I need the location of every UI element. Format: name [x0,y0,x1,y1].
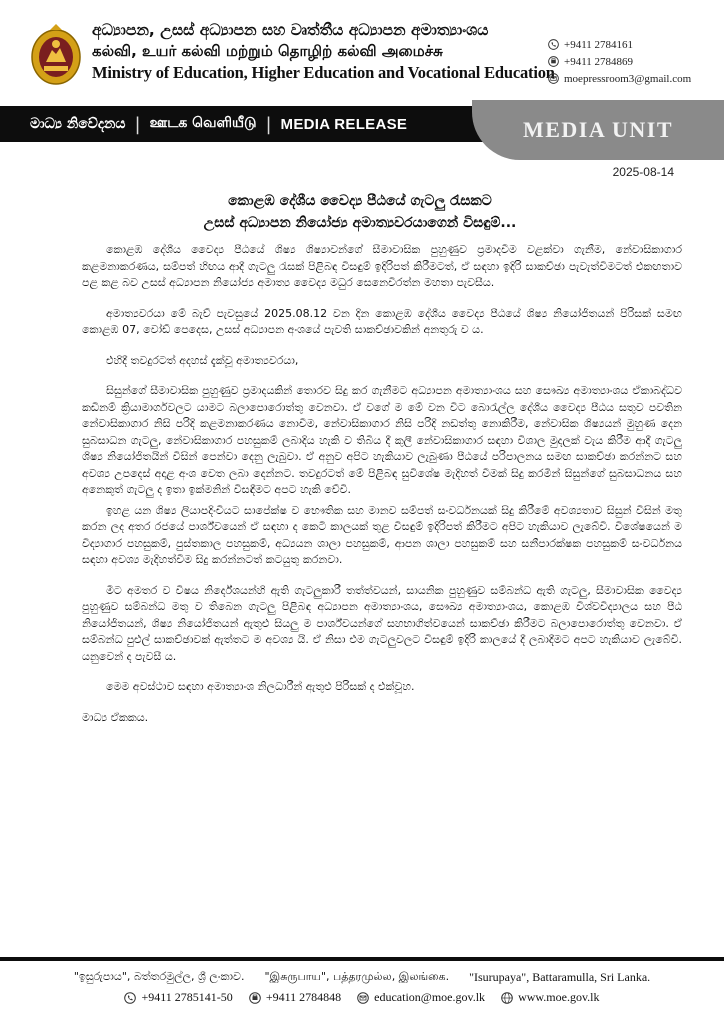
body-paragraph: අමාත්‍යවරයා මේ බැව් පැවසුයේ 2025.08.12 වන දින කොළඹ දේශීය වෛද්‍ය පීඨයේ ශිෂ්‍ය නියෝජිතයන් පිරිසක් සමඟ කොළඹ 07, වෝඩ් පෙදෙස, උසස් අධ්‍යාපන අංශයේ පැවති සාකච්ඡාවකින් අනතුරු ව ය. [82,306,682,336]
banner-label-english: MEDIA RELEASE [280,115,408,133]
release-date: 2025-08-14 [612,165,674,179]
body-paragraph: එහිදී තවදුරටත් අදහස් දැක්වූ අමාත්‍යවරයා, [106,353,299,367]
footer-phone-number: +9411 2785141-50 [141,990,233,1004]
header-contacts [548,36,718,87]
banner-separator: | [265,113,272,135]
header-email-address: moepressroom3@gmail.com [564,72,692,85]
fax-icon [548,56,559,67]
footer-web[interactable] [501,990,599,1005]
footer-fax [249,990,341,1005]
phone-icon [548,39,559,50]
ministry-name-english: Ministry of Education, Higher Education and Vocational Education [92,63,555,82]
banner-label-sinhala: මාධ්‍ය නිවේදනය [30,116,126,132]
footer-divider [0,957,724,961]
footer-address-sinhala: "ඉසුරුපාය", බත්තරමුල්ල, ශ්‍රී ලංකාව. [73,970,245,983]
body-paragraph: මීට අමතර ව විෂය නිර්දේශයන්හි ඇති ගැටලුකාරී තත්ත්වයන්, සායනික පුහුණුව සම්බන්ධ ඇති ගැටලු, සීමාවාසික වෛද්‍ය පුහුණුව සම්බන්ධ මතු ව තිබෙන ගැටලු පිළිබඳ අධ්‍යාපන අමාත්‍යාංශය, සෞඛ්‍ය අමාත්‍යාංශය, කොළඹ විශ්වවිද්‍යාලය සහ පීඨ නියෝජිතයන්, ශිෂ්‍ය නියෝජිතයන් ඇතුළු සියලු ම පාර්ශ්වයන්ගේ සහභාගිත්වයෙන් සාකච්ඡා කිරීමට බලාපොරොත්තු වෙනවා. ඒ සම්බන්ධ පුළුල් සාකච්ඡාවක් ඇත්තට ම අවශ්‍ය යි. ඒ නිසා එම ගැටලුවලට විසඳුම් ඉදිරි කාලයේ දී ලබාදීමට අපට හැකියාව ලැබේවි. යනුවෙන් ද පැවසී ය. [82,583,682,663]
header-fax [548,53,718,70]
footer-phone [124,990,232,1005]
footer [0,964,724,1005]
body-paragraph: ඉහළ යන ශිෂ්‍ය ලියාපදිංචියට සාපේක්ෂ ව භෞතික සහ මානව සම්පත් සංවර්ධනයක් සිදු කිරීමේ අවශ්‍යතාව සිසුන් විසින් මතු කරන ලද අතර රජයේ පාර්ශ්වයෙන් ඒ සඳහා ද කෙටි කාලයක් තුළ විසඳුම් ඉදිරිපත් කිරීමට අපිට හැකියාව ලැබේවි. විශේෂයෙන් ම විද්‍යාගාර පහසුකම්, පුස්තකාල පහසුකම්, අධ්‍යයන ශාලා පහසුකම්, ආපන ශාලා පහසුකම් සහ සනීපාරක්ෂක පහසුකම් සංවර්ධනය සඳහා අවශ්‍ය මැදිහත්වීම සිදු කරන්නටත් කටයුතු කරනවා. [82,503,682,566]
signature-media-unit: මාධ්‍ය ඒකකය. [82,710,149,724]
phone-icon [124,992,136,1004]
globe-icon [501,992,513,1004]
media-unit-label: MEDIA UNIT [522,117,674,142]
footer-contacts [0,990,724,1005]
footer-email-address[interactable]: education@moe.gov.lk [374,990,486,1004]
title-line-1: කොළඹ දේශීය වෛද්‍ය පීඨයේ ගැටලු රැසකට [228,193,492,209]
ministry-name-sinhala: අධ්‍යාපන, උසස් අධ්‍යාපන සහ වෘත්තීය අධ්‍යාපන අමාත්‍යාංශය [92,21,489,39]
title-line-2: උසස් අධ්‍යාපන නියෝජ්‍ය අමාත්‍යවරයාගෙන් විසඳුම්... [203,215,517,231]
footer-website[interactable]: www.moe.gov.lk [518,990,600,1004]
banner-separator: | [134,113,141,135]
email-icon [548,73,559,84]
body-paragraph: කොළඹ දේශීය වෛද්‍ය පීඨයේ ශිෂ්‍ය ශිෂ්‍යාවන්ගේ සීමාවාසික පුහුණුව ප්‍රමාදවීම වළක්වා ගැනීම, නේවාසිකාගාර කළමනාකරණය, සම්පත් හිඟය ආදී ගැටලු රැසක් පිළිබඳ විසඳුම් ඉදිරිපත් කිරීමටත්, ඒ සඳහා ඉදිරි සාකච්ඡා පැවැත්වීමටත් එකඟතාව පළ කළ බව උසස් අධ්‍යාපන නියෝජ්‍ය අමාත්‍ය වෛද්‍ය මධුර සෙනෙවිරත්න මහතා පැවසීය. [82,243,682,289]
footer-fax-number: +9411 2784848 [265,990,342,1004]
state-emblem-icon [30,24,82,86]
footer-email[interactable] [357,990,485,1005]
body-paragraph: සිසුන්ගේ සීමාවාසික පුහුණුව ප්‍රමාදයකින් තොරව සිදු කර ගැනීමට අධ්‍යාපන අමාත්‍යාංශය සහ සෞඛ්‍ය අමාත්‍යාංශය ඒකාබද්ධව කඩිනම් ක්‍රියාමාර්ගවලට යාමට බලාපොරොත්තු වෙනවා. ඒ වගේ ම මේ වන විට බොරැල්ල දේශීය වෛද්‍ය පීඨය සතුව පවතින නේවාසිකාගාර නිසි පරිදි කළමනාකරණය නොවීම, නේවාසිකාගාර නිසි පරිදි නඩත්තු නොකිරීම, නේවාසික ශිෂ්‍යයන් මුහුණ දෙන සුබසාධන ගැටලු, නේවාසිකාගාර පහසුකම් ලබාදිය හැකි ව තිබිය දී කුලී නේවාසිකාගාර සඳහා විශාල මුදලක් වැය කිරීම ආදී ගැටලු ශිෂ්‍ය නියෝජිතයින් විසින් පෙන්වා දෙනු ලැබුවා. ඒ අනුව අපිට හැකියාව ලැබුණා පීඨයේ පරිපාලනය සමඟ සාකච්ඡා කරන්නට සහ අවශ්‍ය උපදෙස් අදාළ අංශ වෙත ලබා දෙන්නට. තවදුරටත් මේ පිළිබඳ සුවිශේෂ මැදිහත් වීමක් සිදු කරමින් සිසුන්ගේ සුබසාධනය සහ අනෙකුත් ගැටලු ද ඉතා ඉක්මනින් විසඳීමට අපට හැකි වේවි. [82,384,682,496]
email-icon [357,992,369,1004]
footer-address-tamil: "இசுருபாய", பத்தரமுல்ல, இலங்கை. [264,970,450,983]
page-title [80,190,640,234]
header-email [548,70,718,87]
letterhead [0,0,724,100]
footer-address [0,968,724,986]
media-unit-tab [472,100,724,160]
header-phone [548,36,718,53]
fax-icon [249,992,261,1004]
ministry-name-tamil: கல்வி, உயர் கல்வி மற்றும் தொழிற் கல்வி அமைச்சு [92,42,443,60]
footer-address-english: "Isurupaya", Battaramulla, Sri Lanka. [469,970,651,984]
header-fax-number: +9411 2784869 [564,55,634,68]
banner-label-tamil: ஊடக வெளியீடு [149,115,257,131]
release-body [82,242,682,740]
header-phone-number: +9411 2784161 [564,38,634,51]
body-paragraph: මෙම අවස්ථාව සඳහා අමාත්‍යාංශ නිලධාරීන් ඇතුළු පිරිසක් ද එක්වූහ. [106,680,415,693]
